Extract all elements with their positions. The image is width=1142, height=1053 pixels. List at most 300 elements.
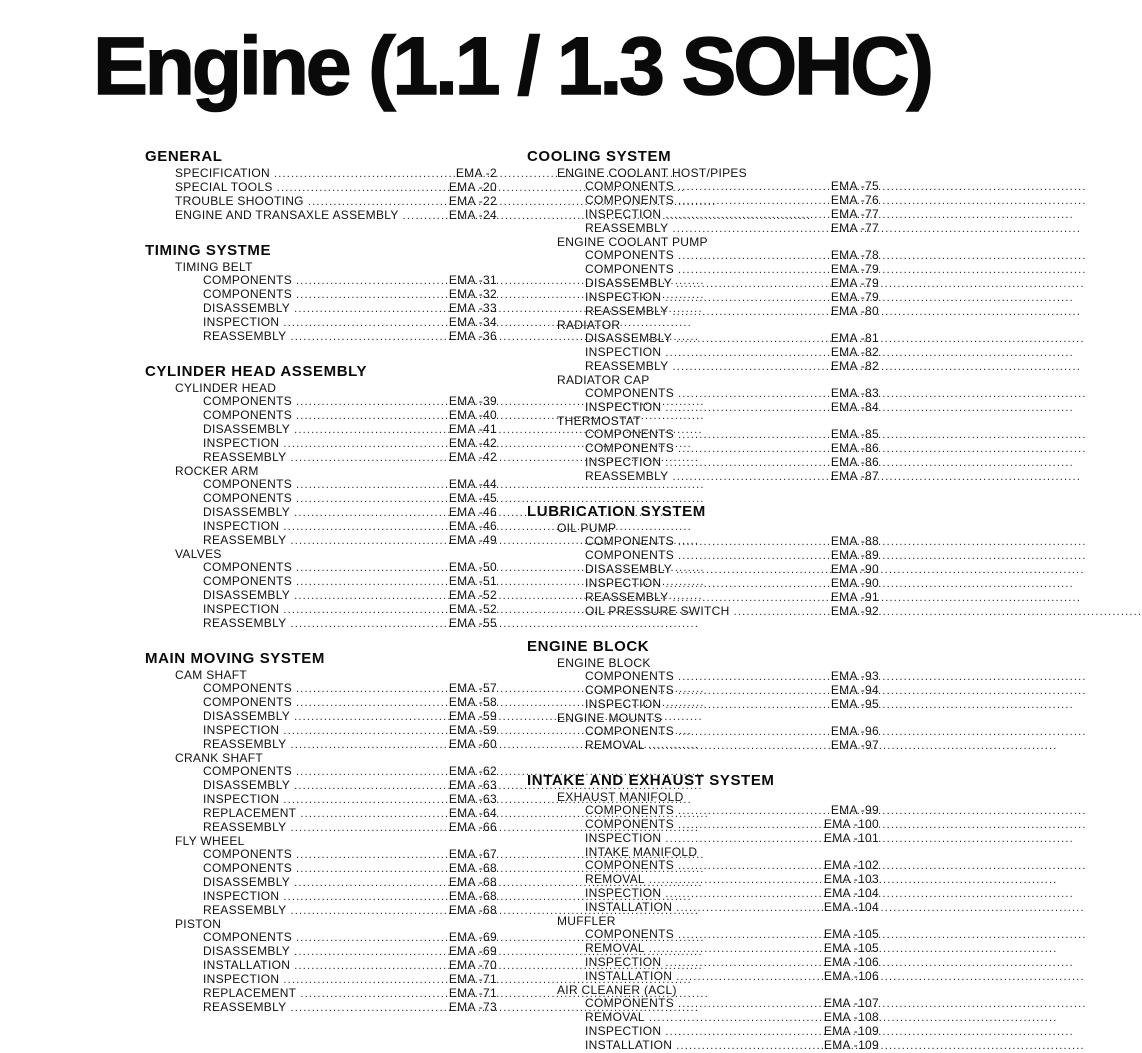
toc-item-page: EMA -46 [448, 505, 497, 520]
toc-item [145, 682, 497, 696]
toc-item-label: DISASSEMBLY [203, 505, 291, 520]
toc-item [527, 249, 879, 263]
toc-item-label: INSPECTION [585, 290, 662, 305]
toc-item [527, 360, 879, 374]
toc-leader-dots [672, 591, 826, 605]
toc-item-label: COMPONENTS [585, 534, 675, 549]
toc-item-label: INSPECTION [203, 792, 280, 807]
toc-item [527, 291, 879, 305]
toc-item-page: EMA -104 [823, 886, 879, 901]
toc-item-page: EMA -99 [830, 803, 879, 818]
toc-item-label: REASSEMBLY [203, 329, 287, 344]
toc-item-label: COMPONENTS [203, 574, 293, 589]
toc-leader-dots [734, 605, 827, 619]
toc-item-page: EMA -32 [448, 287, 497, 302]
toc-section-title: ENGINE BLOCK [527, 638, 650, 656]
toc-item-label: INSPECTION [585, 207, 662, 222]
toc-leader-dots [296, 492, 445, 506]
toc-item [527, 401, 879, 415]
toc-item-page: EMA -79 [830, 276, 879, 291]
toc-leader-dots [283, 603, 445, 617]
toc-item [527, 901, 879, 915]
toc-item-label: INSPECTION [585, 400, 662, 415]
toc-item-page: EMA -70 [448, 958, 497, 973]
toc-item [145, 945, 497, 959]
toc-leader-dots [294, 959, 445, 973]
toc-item-page: EMA -81 [830, 331, 879, 346]
toc-item-page: EMA -34 [448, 315, 497, 330]
toc-group-name: RADIATOR CAP [557, 373, 650, 388]
toc-item-page: EMA -59 [448, 723, 497, 738]
toc-item [145, 181, 497, 195]
toc-item [527, 263, 879, 277]
toc-item-page: EMA -80 [830, 304, 879, 319]
toc-leader-dots [678, 442, 827, 456]
table-of-contents [0, 110, 1024, 1053]
toc-item-label: INSPECTION [203, 436, 280, 451]
toc-item [145, 589, 497, 603]
toc-leader-dots [296, 931, 445, 945]
toc-item-page: EMA -44 [448, 477, 497, 492]
toc-item-page: EMA -90 [830, 576, 879, 591]
toc-leader-dots [274, 167, 452, 181]
toc-leader-dots [308, 195, 445, 209]
toc-item-page: EMA -91 [830, 590, 879, 605]
toc-item-label: SPECIAL TOOLS [175, 180, 273, 195]
toc-item-label: DISASSEMBLY [203, 709, 291, 724]
toc-item-page: EMA -73 [448, 1000, 497, 1015]
toc-item [145, 807, 497, 821]
toc-item-page: EMA -86 [830, 441, 879, 456]
toc-item-label: COMPONENTS [203, 861, 293, 876]
toc-item-label: INSPECTION [203, 315, 280, 330]
toc-leader-dots [678, 194, 827, 208]
toc-item-page: EMA -71 [448, 986, 497, 1001]
toc-item-label: DISASSEMBLY [203, 422, 291, 437]
toc-item [527, 684, 879, 698]
toc-leader-dots [678, 249, 827, 263]
toc-item-label: COMPONENTS [585, 248, 675, 263]
toc-item-label: COMPONENTS [203, 681, 293, 696]
toc-section [145, 363, 497, 631]
toc-item [145, 848, 497, 862]
toc-item [527, 549, 879, 563]
toc-item-page: EMA -77 [830, 221, 879, 236]
toc-item [145, 409, 497, 423]
toc-item-page: EMA -50 [448, 560, 497, 575]
toc-leader-dots [296, 288, 445, 302]
toc-item [527, 698, 879, 712]
toc-leader-dots [296, 862, 445, 876]
toc-section-title: LUBRICATION SYSTEM [527, 503, 706, 521]
toc-item-page: EMA -82 [830, 359, 879, 374]
toc-item [527, 456, 879, 470]
toc-leader-dots [296, 478, 445, 492]
toc-item [145, 506, 497, 520]
toc-item-label: REASSEMBLY [203, 616, 287, 631]
toc-item [527, 194, 879, 208]
toc-item [145, 316, 497, 330]
toc-leader-dots [676, 563, 827, 577]
toc-item-page: EMA -41 [448, 422, 497, 437]
toc-section [527, 503, 879, 619]
toc-item [145, 209, 497, 223]
toc-leader-dots [290, 617, 444, 631]
toc-item [145, 793, 497, 807]
toc-item-label: COMPONENTS [203, 764, 293, 779]
toc-item [527, 470, 879, 484]
toc-item [527, 577, 879, 591]
toc-item-label: COMPONENTS [585, 817, 675, 832]
toc-leader-dots [290, 534, 444, 548]
toc-section [527, 148, 879, 484]
toc-group-name: PISTON [175, 917, 222, 932]
toc-item-label: COMPONENTS [585, 548, 675, 563]
toc-leader-dots [283, 520, 445, 534]
toc-item [145, 779, 497, 793]
toc-leader-dots [283, 793, 445, 807]
toc-section [527, 638, 879, 753]
toc-item-page: EMA -83 [830, 386, 879, 401]
toc-item-page: EMA -46 [448, 519, 497, 534]
toc-item-label: INSPECTION [585, 345, 662, 360]
toc-item-label: INSPECTION [585, 576, 662, 591]
toc-item-page: EMA -68 [448, 861, 497, 876]
toc-item-label: COMPONENTS [203, 477, 293, 492]
toc-item-page: EMA -24 [448, 208, 497, 223]
toc-leader-dots [672, 360, 826, 374]
toc-leader-dots [678, 670, 827, 684]
toc-leader-dots [300, 987, 445, 1001]
toc-section-title: COOLING SYSTEM [527, 148, 672, 166]
toc-leader-dots [296, 395, 445, 409]
toc-group-name: ENGINE BLOCK [557, 656, 651, 671]
toc-item-label: INSPECTION [203, 519, 280, 534]
toc-leader-dots [678, 180, 827, 194]
toc-item [527, 332, 879, 346]
toc-item [145, 330, 497, 344]
toc-item-page: EMA -33 [448, 301, 497, 316]
toc-item-page: EMA -49 [448, 533, 497, 548]
toc-leader-dots [649, 942, 820, 956]
toc-leader-dots [290, 904, 444, 918]
toc-item [145, 195, 497, 209]
toc-group-name: OIL PUMP [557, 521, 617, 536]
toc-item [527, 208, 879, 222]
toc-item [527, 1039, 879, 1053]
toc-item-label: COMPONENTS [585, 193, 675, 208]
toc-leader-dots [294, 506, 445, 520]
toc-group-name: ENGINE MOUNTS [557, 711, 663, 726]
toc-item-page: EMA -86 [830, 455, 879, 470]
toc-item-page: EMA -97 [830, 738, 879, 753]
toc-leader-dots [294, 302, 445, 316]
toc-item-page: EMA -31 [448, 273, 497, 288]
toc-leader-dots [290, 330, 444, 344]
toc-leader-dots [665, 956, 820, 970]
toc-leader-dots [665, 577, 827, 591]
toc-item-page: EMA -63 [448, 778, 497, 793]
toc-leader-dots [678, 818, 820, 832]
toc-item-page: EMA -103 [823, 872, 879, 887]
toc-section [145, 242, 497, 344]
toc-item-label: REASSEMBLY [585, 469, 669, 484]
toc-item [145, 890, 497, 904]
toc-item-label: INSPECTION [203, 972, 280, 987]
toc-item-page: EMA -62 [448, 764, 497, 779]
toc-item-page: EMA -64 [448, 806, 497, 821]
toc-leader-dots [277, 181, 445, 195]
toc-item-page: EMA -76 [830, 193, 879, 208]
toc-item-label: DISASSEMBLY [203, 588, 291, 603]
toc-item [527, 563, 879, 577]
toc-item-label: INSPECTION [203, 889, 280, 904]
toc-item-page: EMA -104 [823, 900, 879, 915]
toc-section [527, 772, 879, 1053]
toc-item-label: INSTALLATION [203, 958, 291, 973]
toc-item-page: EMA -55 [448, 616, 497, 631]
toc-item-page: EMA -60 [448, 737, 497, 752]
toc-item-label: INSPECTION [203, 723, 280, 738]
toc-item [145, 302, 497, 316]
toc-item [527, 670, 879, 684]
toc-leader-dots [665, 698, 827, 712]
toc-item-page: EMA -93 [830, 669, 879, 684]
toc-item-page: EMA -71 [448, 972, 497, 987]
toc-item-label: INSPECTION [585, 455, 662, 470]
toc-item [145, 437, 497, 451]
toc-leader-dots [678, 804, 827, 818]
toc-item [145, 520, 497, 534]
toc-item-label: COMPONENTS [585, 669, 675, 684]
toc-item-label: REPLACEMENT [203, 986, 297, 1001]
toc-item-page: EMA -107 [823, 996, 879, 1011]
toc-item-label: COMPONENTS [585, 427, 675, 442]
toc-item-page: EMA -2 [455, 166, 497, 181]
toc-item-label: REASSEMBLY [585, 304, 669, 319]
toc-leader-dots [290, 821, 444, 835]
toc-leader-dots [678, 549, 827, 563]
toc-item-label: COMPONENTS [585, 927, 675, 942]
toc-item [145, 973, 497, 987]
toc-leader-dots [294, 945, 445, 959]
toc-item-page: EMA -75 [830, 179, 879, 194]
toc-item [145, 696, 497, 710]
toc-item-label: ENGINE AND TRANSAXLE ASSEMBLY [175, 208, 399, 223]
toc-leader-dots [678, 997, 820, 1011]
toc-item [527, 942, 879, 956]
toc-leader-dots [283, 316, 445, 330]
toc-item [145, 959, 497, 973]
toc-item [145, 274, 497, 288]
toc-item [527, 928, 879, 942]
toc-item [145, 561, 497, 575]
toc-item-page: EMA -68 [448, 875, 497, 890]
toc-item [527, 535, 879, 549]
toc-leader-dots [294, 876, 445, 890]
toc-item [145, 395, 497, 409]
toc-leader-dots [678, 725, 827, 739]
toc-leader-dots [283, 890, 445, 904]
toc-item-label: COMPONENTS [585, 803, 675, 818]
toc-item-label: INSPECTION [585, 1024, 662, 1039]
toc-item [145, 1001, 497, 1015]
toc-item-page: EMA -90 [830, 562, 879, 577]
toc-item-label: INSPECTION [585, 697, 662, 712]
toc-leader-dots [672, 305, 826, 319]
toc-item-label: DISASSEMBLY [585, 276, 673, 291]
toc-item [145, 724, 497, 738]
toc-item-page: EMA -42 [448, 436, 497, 451]
toc-group-name: EXHAUST MANIFOLD [557, 790, 684, 805]
toc-leader-dots [294, 423, 445, 437]
toc-item [527, 970, 879, 984]
toc-item-label: DISASSEMBLY [203, 875, 291, 890]
toc-item [527, 277, 879, 291]
toc-item-label: COMPONENTS [203, 287, 293, 302]
toc-item [527, 873, 879, 887]
toc-item-page: EMA -101 [823, 831, 879, 846]
toc-item-label: COMPONENTS [203, 408, 293, 423]
toc-leader-dots [678, 387, 827, 401]
toc-item [145, 478, 497, 492]
toc-item-page: EMA -100 [823, 817, 879, 832]
toc-leader-dots [290, 738, 444, 752]
toc-item-label: COMPONENTS [203, 695, 293, 710]
toc-item-label: REMOVAL [585, 738, 645, 753]
toc-item [527, 346, 879, 360]
toc-item-label: REASSEMBLY [203, 903, 287, 918]
toc-item-label: COMPONENTS [203, 273, 293, 288]
toc-item-page: EMA -40 [448, 408, 497, 423]
toc-group-name: VALVES [175, 547, 222, 562]
toc-item-page: EMA -68 [448, 889, 497, 904]
toc-item-label: COMPONENTS [585, 858, 675, 873]
toc-item [527, 997, 879, 1011]
toc-group-name: FLY WHEEL [175, 834, 245, 849]
toc-leader-dots [665, 208, 827, 222]
toc-section-title: MAIN MOVING SYSTEM [145, 650, 325, 668]
toc-item [527, 387, 879, 401]
toc-item-label: REMOVAL [585, 872, 645, 887]
toc-item-label: COMPONENTS [585, 683, 675, 698]
toc-item-page: EMA -69 [448, 930, 497, 945]
toc-section-title: CYLINDER HEAD ASSEMBLY [145, 363, 368, 381]
toc-section-title: INTAKE AND EXHAUST SYSTEM [527, 772, 775, 790]
toc-item-label: INSTALLATION [585, 900, 673, 915]
toc-item-label: SPECIFICATION [175, 166, 271, 181]
toc-item-page: EMA -89 [830, 548, 879, 563]
toc-item [527, 859, 879, 873]
toc-item [145, 423, 497, 437]
toc-item-page: EMA -84 [830, 400, 879, 415]
toc-item-label: COMPONENTS [585, 179, 675, 194]
toc-leader-dots [665, 401, 827, 415]
toc-item [527, 956, 879, 970]
toc-group-name: AIR CLEANER (ACL) [557, 983, 677, 998]
toc-item [145, 876, 497, 890]
toc-item [527, 605, 879, 619]
toc-leader-dots [296, 575, 445, 589]
toc-item [145, 987, 497, 1001]
toc-item-label: DISASSEMBLY [203, 944, 291, 959]
toc-leader-dots [296, 765, 445, 779]
toc-leader-dots [676, 332, 827, 346]
toc-item-label: COMPONENTS [585, 441, 675, 456]
toc-item-page: EMA -36 [448, 329, 497, 344]
toc-item-page: EMA -39 [448, 394, 497, 409]
toc-item-page: EMA -109 [823, 1038, 879, 1053]
toc-item [145, 167, 497, 181]
toc-leader-dots [300, 807, 445, 821]
toc-item [527, 832, 879, 846]
toc-item [145, 603, 497, 617]
toc-item-label: OIL PRESSURE SWITCH [585, 604, 730, 619]
toc-leader-dots [290, 1001, 444, 1015]
toc-item [145, 904, 497, 918]
toc-item [145, 617, 497, 631]
toc-leader-dots [672, 222, 826, 236]
toc-item-page: EMA -45 [448, 491, 497, 506]
toc-item-page: EMA -87 [830, 469, 879, 484]
toc-item-page: EMA -52 [448, 602, 497, 617]
toc-group-name: CAM SHAFT [175, 668, 248, 683]
toc-item [145, 575, 497, 589]
toc-leader-dots [665, 887, 820, 901]
toc-item-label: COMPONENTS [203, 560, 293, 575]
toc-leader-dots [283, 437, 445, 451]
toc-item-label: INSTALLATION [585, 1038, 673, 1053]
toc-item-label: TROUBLE SHOOTING [175, 194, 304, 209]
toc-item-page: EMA -22 [448, 194, 497, 209]
toc-leader-dots [665, 346, 827, 360]
toc-item-page: EMA -106 [823, 969, 879, 984]
toc-leader-dots [676, 1039, 820, 1053]
toc-item-label: DISASSEMBLY [585, 331, 673, 346]
toc-item [527, 1011, 879, 1025]
toc-item [527, 818, 879, 832]
toc-item [527, 887, 879, 901]
toc-item-label: DISASSEMBLY [203, 778, 291, 793]
toc-leader-dots [403, 209, 445, 223]
toc-item [527, 442, 879, 456]
toc-leader-dots [290, 451, 444, 465]
toc-item-page: EMA -66 [448, 820, 497, 835]
toc-item-page: EMA -88 [830, 534, 879, 549]
toc-item-label: INSPECTION [585, 831, 662, 846]
toc-item-page: EMA -108 [823, 1010, 879, 1025]
toc-item-page: EMA -105 [823, 927, 879, 942]
toc-group-name: CRANK SHAFT [175, 751, 263, 766]
toc-item-label: REMOVAL [585, 941, 645, 956]
toc-item-label: REASSEMBLY [203, 450, 287, 465]
toc-item-label: COMPONENTS [203, 491, 293, 506]
toc-item-page: EMA -92 [830, 604, 879, 619]
toc-section [145, 650, 497, 1015]
toc-item [145, 738, 497, 752]
toc-item-page: EMA -105 [823, 941, 879, 956]
toc-group-name: CYLINDER HEAD [175, 381, 277, 396]
toc-item-page: EMA -51 [448, 574, 497, 589]
toc-leader-dots [296, 682, 445, 696]
toc-leader-dots [672, 470, 826, 484]
toc-item-page: EMA -77 [830, 207, 879, 222]
toc-item-label: COMPONENTS [585, 996, 675, 1011]
toc-item-page: EMA -68 [448, 903, 497, 918]
toc-item-page: EMA -95 [830, 697, 879, 712]
toc-item-label: COMPONENTS [585, 386, 675, 401]
toc-item-label: DISASSEMBLY [585, 562, 673, 577]
